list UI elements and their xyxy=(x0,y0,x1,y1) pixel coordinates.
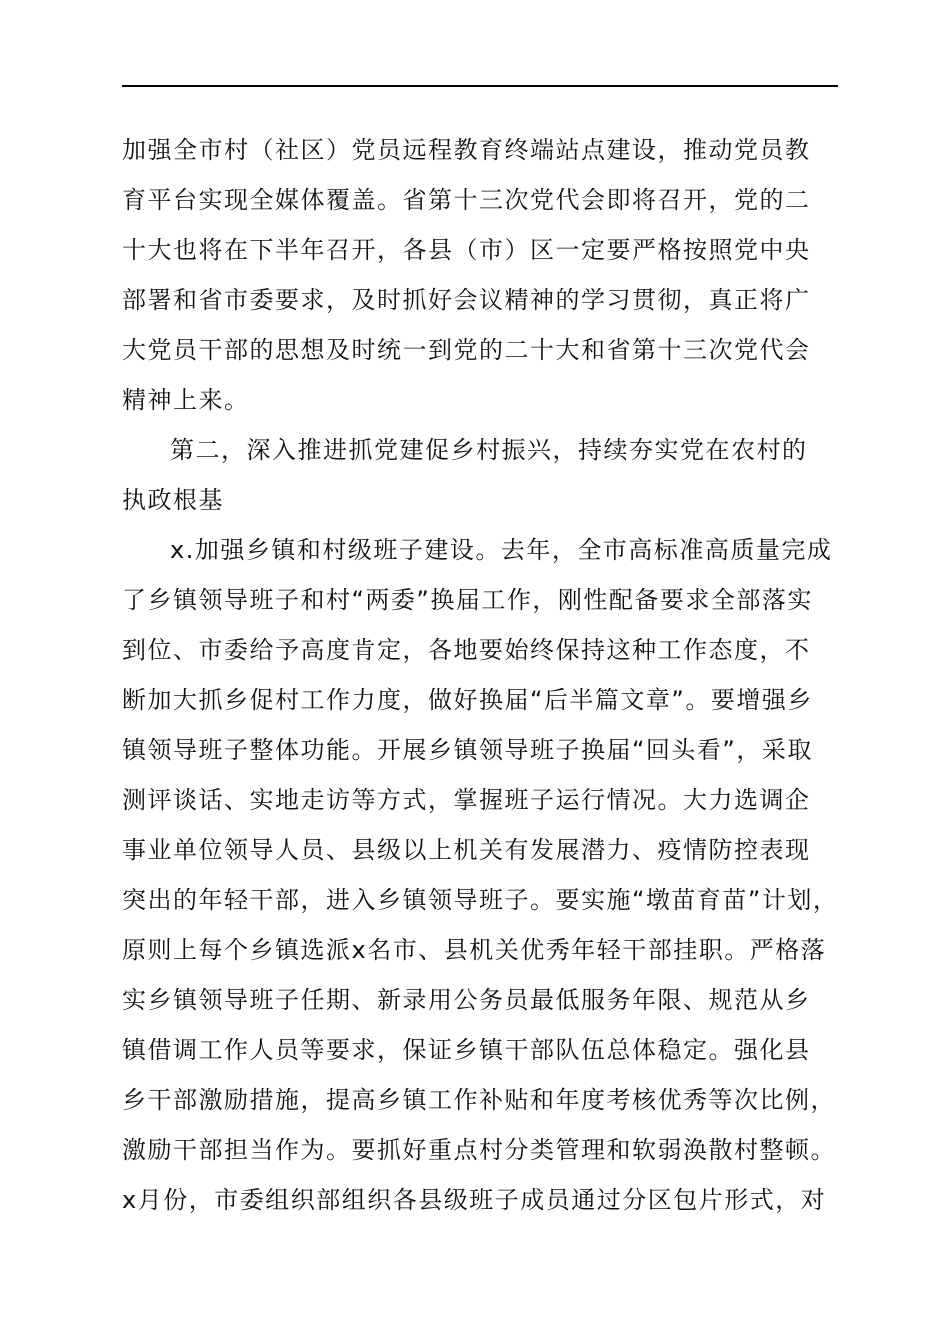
text-line: 部署和省市委要求，及时抓好会议精神的学习贯彻，真正将广 xyxy=(122,286,811,314)
text-line: x.加强乡镇和村级班子建设。去年，全市高标准高质量完成 xyxy=(170,536,833,564)
text-line: 十大也将在下半年召开，各县（市）区一定要严格按照党中央 xyxy=(122,236,811,264)
text-line: 育平台实现全媒体覆盖。省第十三次党代会即将召开，党的二 xyxy=(122,186,811,214)
section-heading-line: 执政根基 xyxy=(122,486,224,514)
text-line: 大党员干部的思想及时统一到党的二十大和省第十三次党代会 xyxy=(122,336,811,364)
text-line: 激励干部担当作为。要抓好重点村分类管理和软弱涣散村整顿。 xyxy=(122,1136,836,1164)
text-line: 精神上来。 xyxy=(122,386,250,414)
header-rule xyxy=(122,85,838,87)
text-line: 测评谈话、实地走访等方式，掌握班子运行情况。大力选调企 xyxy=(122,786,811,814)
text-line: 事业单位领导人员、县级以上机关有发展潜力、疫情防控表现 xyxy=(122,836,811,864)
text-line: 原则上每个乡镇选派x名市、县机关优秀年轻干部挂职。严格落 xyxy=(122,936,827,964)
text-line: 镇借调工作人员等要求，保证乡镇干部队伍总体稳定。强化县 xyxy=(122,1036,811,1064)
text-line: 实乡镇领导班子任期、新录用公务员最低服务年限、规范从乡 xyxy=(122,986,811,1014)
section-heading-line: 第二，深入推进抓党建促乡村振兴，持续夯实党在农村的 xyxy=(170,436,808,464)
text-line: 乡干部激励措施，提高乡镇工作补贴和年度考核优秀等次比例， xyxy=(122,1086,836,1114)
text-line: 突出的年轻干部，进入乡镇领导班子。要实施“墩苗育苗”计划， xyxy=(122,886,839,914)
text-line: 了乡镇领导班子和村“两委”换届工作，刚性配备要求全部落实 xyxy=(122,586,813,614)
text-line: 断加大抓乡促村工作力度，做好换届“后半篇文章”。要增强乡 xyxy=(122,686,813,714)
text-line: 镇领导班子整体功能。开展乡镇领导班子换届“回头看”，采取 xyxy=(122,736,813,764)
text-line: 到位、市委给予高度肯定，各地要始终保持这种工作态度，不 xyxy=(122,636,811,664)
text-line: x月份，市委组织部组织各县级班子成员通过分区包片形式，对 xyxy=(122,1186,827,1214)
text-line: 加强全市村（社区）党员远程教育终端站点建设，推动党员教 xyxy=(122,136,811,164)
